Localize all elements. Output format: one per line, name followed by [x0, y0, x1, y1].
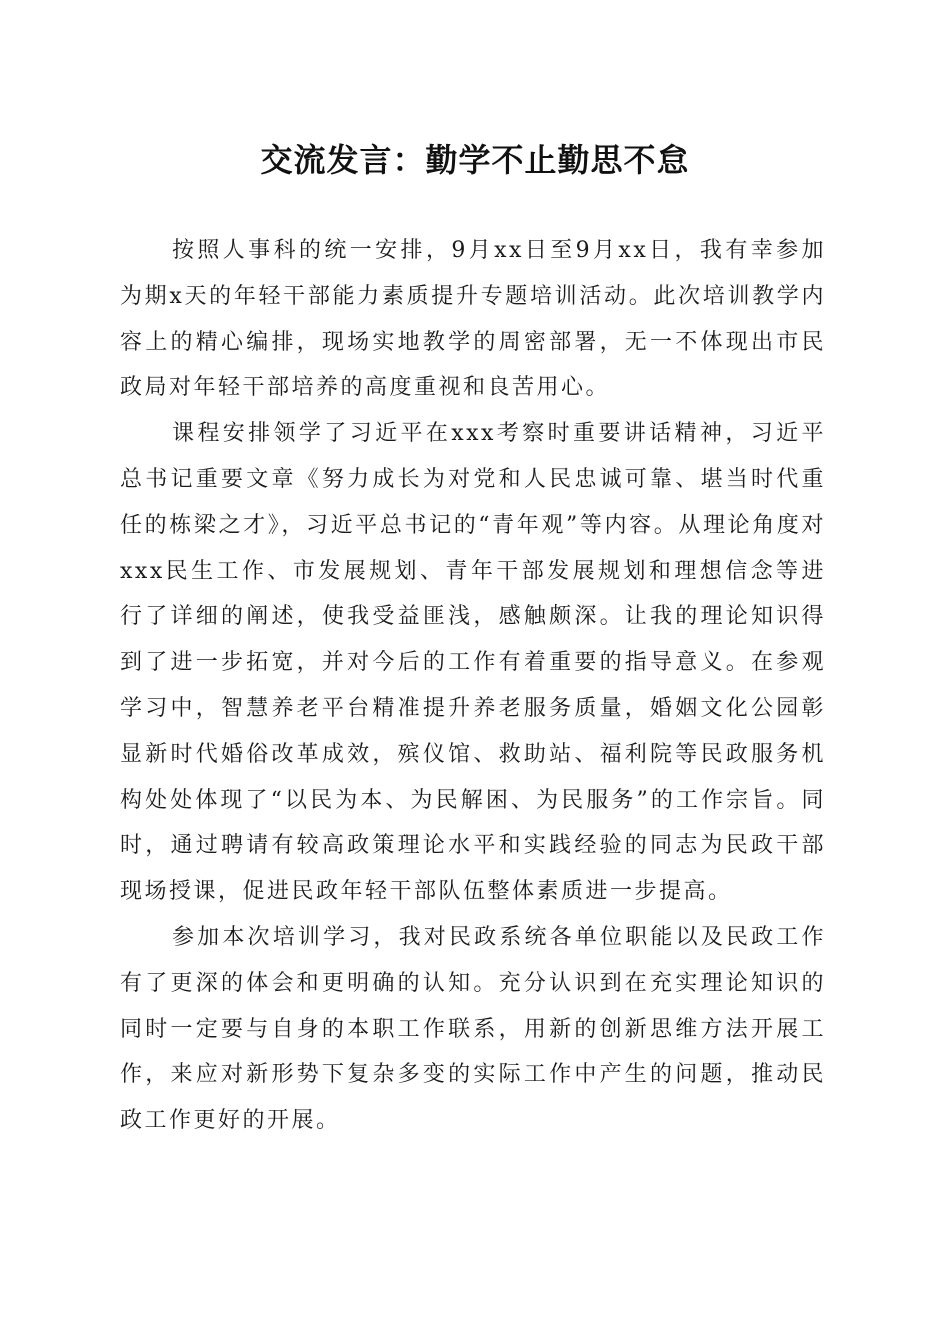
document-title: 交流发言：勤学不止勤思不怠	[260, 141, 690, 179]
paragraph-1: 按照人事科的统一安排，9月xx日至9月xx日，我有幸参加为期x天的年轻干部能力素质提升专题培训活动。此次培训教学内容上的精心编排，现场实地教学的周密部署，无一不体现出市民政局对年轻干部培养的高度重视和良苦用心。	[120, 238, 826, 401]
document-body	[120, 228, 826, 1144]
paragraph-2: 课程安排领学了习近平在xxx考察时重要讲话精神，习近平总书记重要文章《努力成长为对党和人民忠诚可靠、堪当时代重任的栋梁之才》，习近平总书记的“青年观”等内容。从理论角度对xxx民生工作、市发展规划、青年干部发展规划和理想信念等进行了详细的阐述，使我受益匪浅，感触颇深。让我的理论知识得到了进一步拓宽，并对今后的工作有着重要的指导意义。在参观学习中，智慧养老平台精准提升养老服务质量，婚姻文化公园彰显新时代婚俗改革成效，殡仪馆、救助站、福利院等民政服务机构处处体现了“以民为本、为民解困、为民服务”的工作宗旨。同时，通过聘请有较高政策理论水平和实践经验的同志为民政干部现场授课，促进民政年轻干部队伍整体素质进一步提高。	[120, 421, 826, 905]
paragraph-3: 参加本次培训学习，我对民政系统各单位职能以及民政工作有了更深的体会和更明确的认知。充分认识到在充实理论知识的同时一定要与自身的本职工作联系，用新的创新思维方法开展工作，来应对新形势下复杂多变的实际工作中产生的问题，推动民政工作更好的开展。	[120, 924, 826, 1134]
